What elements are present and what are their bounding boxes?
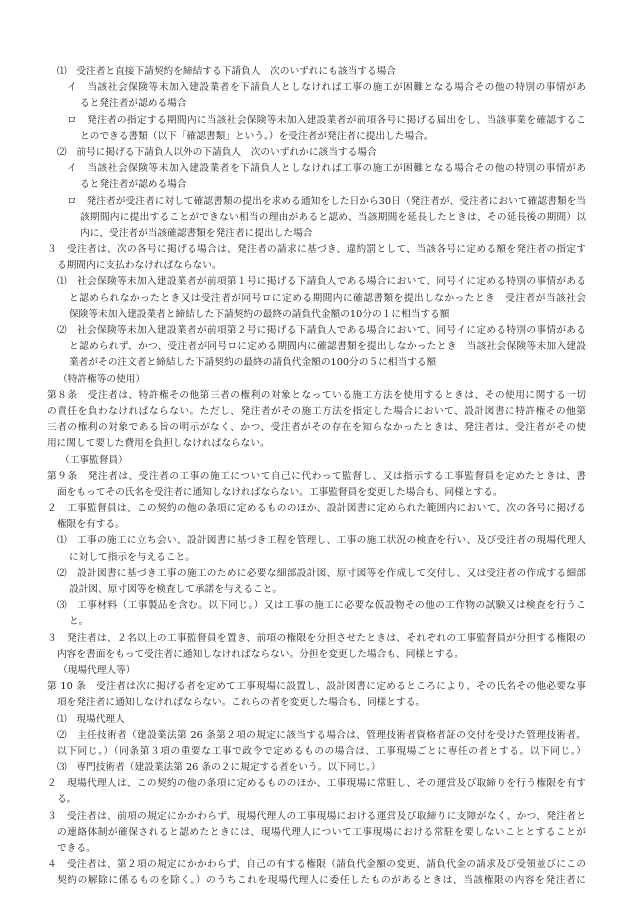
text-line: ⑵ 設計図書に基づき工事の施工のために必要な細部設計図、原寸図等を作成して交付し、又は受注者の作成する細部	[57, 567, 586, 579]
sub-item-ro	[0, 113, 630, 145]
clause-item-1	[0, 712, 630, 728]
text-line: 保険等未加入建設業者と締結した下請契約の最終の請負代金額の10分の１に相当する額	[69, 308, 450, 320]
text-line: 該期間内に提出することができない相当の理由があると認め、当該期間を延長したときは、その延長後の期間）以	[80, 211, 586, 223]
text-line: ３ 受注者は、次の各号に掲げる場合は、発注者の請求に基づき、違約罰として、当該各号に定める額を発注者の指定す	[47, 244, 586, 256]
clause-item-1	[0, 533, 630, 565]
text-line: の連絡体制が確保されると認めたときには、現場代理人について工事現場における常駐を要しないこととすることが	[57, 826, 586, 838]
text-line: イ 当該社会保険等未加入建設業者を下請負人としなければ工事の施工が困難となる場合その他の特別の事情があ	[67, 82, 586, 94]
clause-item-2	[0, 323, 630, 372]
text-line: ると発注者が認める場合	[80, 98, 187, 110]
text-line: 第 10 条 受注者は次に掲げる者を定めて工事現場に設置し、設計図書に定めるところにより、その氏名その他必要な事	[47, 681, 586, 693]
clause-item-1	[0, 274, 630, 323]
text-line: ⑴ 工事の施工に立ち会い、設計図書に基づき工程を管理し、工事の施工状況の検査を行い、及び受注者の現場代理人	[57, 535, 586, 547]
text-line: 面をもってその氏名を受注者に通知しなければならない。工事監督員を変更した場合も、同様とする。	[57, 486, 503, 498]
clause-item-2	[0, 728, 630, 760]
text-line: ３ 発注者は、２名以上の工事監督員を置き、前項の権限を分担させたときは、それぞれの工事監督員が分担する権限の	[47, 632, 586, 644]
paragraph-3	[0, 809, 630, 858]
clause-item-3	[0, 760, 630, 776]
text-line: ロ 発注者が受注者に対して確認書類の提出を求める通知をした日から30日（発注者が、受注者において確認書類を当	[67, 195, 586, 207]
article-heading	[0, 663, 630, 679]
text-line: 内容を書面をもって受注者に通知しなければならない。分担を変更した場合も、同様とする。	[57, 648, 464, 660]
text-line: る期間内に支払わなければならない。	[57, 260, 222, 272]
text-line: ⑴ 受注者と直接下請契約を締結する下請負人 次のいずれにも該当する場合	[57, 66, 397, 77]
section-heading: （特許権等の使用）	[58, 373, 146, 385]
text-line: ３ 受注者は、前項の規定にかかわらず、現場代理人の工事現場における運営及び取締りに支障がなく、かつ、発注者と	[47, 810, 586, 822]
section-heading: （工事監督員）	[60, 454, 128, 466]
article-10	[0, 679, 630, 711]
article-heading	[0, 453, 630, 469]
paragraph-3	[0, 631, 630, 663]
document-body	[0, 64, 630, 890]
sub-item-i	[0, 80, 630, 112]
clause-item-2	[0, 566, 630, 598]
article-heading	[0, 372, 630, 388]
text-line: に対して指示を与えること。	[69, 551, 195, 563]
text-line: ⑴ 現場代理人	[57, 713, 125, 725]
text-line: できる。	[57, 843, 96, 854]
text-line: とのできる書類（以下「確認書類」という。）を受注者が発注者に提出した場合。	[80, 130, 434, 142]
text-line: ⑶ 工事材料（工事製品を含む。以下同じ。）又は工事の施工に必要な仮設物その他の工作物の試験又は検査を行うこ	[57, 600, 586, 612]
text-line: ロ 発注者の指定する期間内に当該社会保険等未加入建設業者が前項各号に掲げる届出をし、当該事業を確認するこ	[67, 114, 586, 126]
section-heading: （現場代理人等）	[58, 664, 136, 676]
text-line: ⑵ 主任技術者（建設業法第 26 条第２項の規定に該当する場合は、管理技術者資格者証の交付を受けた管理技術者。	[57, 729, 586, 741]
text-line: の責任を負わなければならない。ただし、発注者がその施工方法を指定した場合において、設計図書に特許権その他第	[47, 405, 586, 417]
text-line: ⑵ 前号に掲げる下請負人以外の下請負人 次のいずれかに該当する場合	[57, 146, 377, 158]
paragraph-2	[0, 776, 630, 808]
text-line: 内に、受注者が当該確認書類を発注者に提出した場合	[80, 227, 313, 239]
text-line: 設計図、原寸図等を検査して承諾を与えること。	[69, 584, 283, 595]
article-8	[0, 388, 630, 453]
text-line: 項を発注者に通知しなければならない。これらの者を変更した場合も、同様とする。	[57, 697, 426, 709]
paragraph-3	[0, 242, 630, 274]
text-line: ⑴ 社会保険等未加入建設業者が前項第１号に掲げる下請負人である場合において、同号イに定める特別の事情がある	[57, 276, 586, 288]
text-line: と認められなかったとき又は受注者が同号ロに定める期間内に確認書類を提出しなかったとき 受注者が当該社会	[69, 292, 586, 304]
text-line: イ 当該社会保険等未加入建設業者を下請負人としなければ工事の施工が困難となる場合その他の特別の事情があ	[67, 163, 586, 175]
text-line: ２ 現場代理人は、この契約の他の条項に定めるもののほか、工事現場に常駐し、その運営及び取締りを行う権限を有す	[47, 778, 586, 790]
text-line: る。	[57, 794, 77, 806]
text-line: 契約の解除に係るものを除く。）のうちこれを現場代理人に委任したものがあるときは、当該権限の内容を発注者に	[57, 875, 586, 887]
text-line: ２ 工事監督員は、この契約の他の条項に定めるもののほか、設計図書に定められた範囲内において、次の各号に掲げる	[47, 503, 586, 515]
clause-item-2	[0, 145, 630, 161]
text-line: と認められず、かつ、受注者が同号ロに定める期間内に確認書類を提出しなかったとき 当該社会保険等未加入建設	[69, 341, 586, 353]
text-line: 権限を有する。	[57, 519, 125, 531]
text-line: ⑵ 社会保険等未加入建設業者が前項第２号に掲げる下請負人である場合において、同号イに定める特別の事情がある	[57, 325, 586, 336]
sub-item-i	[0, 161, 630, 193]
text-line: 三者の権利の対象である旨の明示がなく、かつ、受注者がその存在を知らなかったときは、発注者は、受注者がその使	[47, 422, 586, 434]
text-line: と。	[69, 616, 89, 628]
text-line: 以下同じ。）（同条第３項の重要な工事で政令で定めるものの場合は、工事現場ごとに専任の者とする。以下同じ。）	[57, 745, 586, 757]
text-line: 第９条 発注者は、受注者の工事の施工について自己に代わって監督し、又は指示する工事監督員を定めたときは、書	[47, 470, 586, 482]
text-line: ４ 受注者は、第２項の規定にかかわらず、自己の有する権限（請負代金額の変更、請負代金の請求及び受領並びにこの	[47, 859, 586, 871]
article-9	[0, 469, 630, 501]
clause-item-1	[0, 64, 630, 80]
paragraph-4	[0, 857, 630, 889]
text-line: 用に関して要した費用を負担しなければならない。	[47, 438, 270, 450]
text-line: ると発注者が認める場合	[80, 179, 187, 191]
text-line: ⑶ 専門技術者（建設業法第 26 条の２に規定する者をいう。以下同じ。）	[57, 762, 381, 774]
paragraph-2	[0, 501, 630, 533]
clause-item-3	[0, 598, 630, 630]
sub-item-ro	[0, 194, 630, 243]
text-line: 業者がその注文者と締結した下請契約の最終の請負代金額の100分の５に相当する額	[69, 357, 437, 369]
text-line: 第８条 受注者は、特許権その他第三者の権利の対象となっている施工方法を使用するときは、その使用に関する一切	[47, 389, 586, 401]
